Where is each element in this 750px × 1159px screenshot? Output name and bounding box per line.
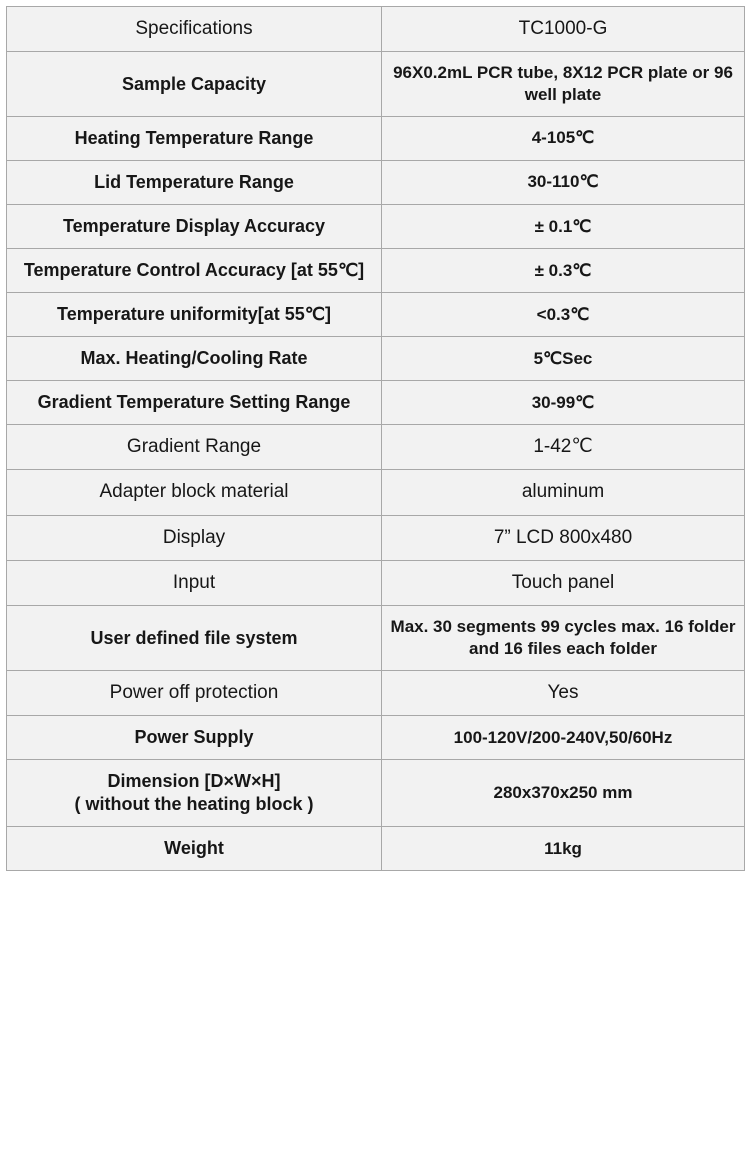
spec-value-cell: 30-99℃	[382, 381, 745, 425]
spec-label-cell: Gradient Range	[7, 425, 382, 470]
spec-label-cell: Temperature uniformity[at 55℃]	[7, 292, 382, 336]
spec-value-cell: Touch panel	[382, 560, 745, 605]
table-row	[7, 827, 745, 871]
table-row	[7, 760, 745, 827]
spec-label-cell	[7, 760, 382, 827]
spec-label-cell: Temperature Control Accuracy [at 55℃]	[7, 248, 382, 292]
spec-value-cell: 11kg	[382, 827, 745, 871]
table-row	[7, 336, 745, 380]
spec-label-cell: Display	[7, 515, 382, 560]
spec-value-cell: TC1000-G	[382, 7, 745, 52]
table-row	[7, 248, 745, 292]
spec-label-cell: Heating Temperature Range	[7, 116, 382, 160]
spec-label-cell: Sample Capacity	[7, 52, 382, 117]
table-row	[7, 716, 745, 760]
spec-label-cell: Input	[7, 560, 382, 605]
spec-value-cell: 96X0.2mL PCR tube, 8X12 PCR plate or 96 well plate	[382, 52, 745, 117]
spec-text-line: Dimension [D×W×H]	[107, 771, 281, 792]
spec-value-cell: 280x370x250 mm	[382, 760, 745, 827]
spec-label-cell: Power Supply	[7, 716, 382, 760]
table-row	[7, 204, 745, 248]
spec-value-cell: aluminum	[382, 470, 745, 515]
specifications-table-body	[7, 7, 745, 871]
table-row	[7, 515, 745, 560]
spec-label-cell: Gradient Temperature Setting Range	[7, 381, 382, 425]
table-row	[7, 116, 745, 160]
spec-value-cell: 100-120V/200-240V,50/60Hz	[382, 716, 745, 760]
spec-label-cell: Specifications	[7, 7, 382, 52]
spec-value-cell: ± 0.1℃	[382, 204, 745, 248]
table-row	[7, 670, 745, 715]
spec-label-cell: Max. Heating/Cooling Rate	[7, 336, 382, 380]
table-row	[7, 7, 745, 52]
spec-value-cell: 4-105℃	[382, 116, 745, 160]
spec-label-cell: Lid Temperature Range	[7, 160, 382, 204]
spec-label-cell: Adapter block material	[7, 470, 382, 515]
spec-label-cell: Power off protection	[7, 670, 382, 715]
spec-label-cell: User defined file system	[7, 606, 382, 671]
table-row	[7, 52, 745, 117]
specifications-table	[6, 6, 745, 871]
spec-value-cell: Yes	[382, 670, 745, 715]
table-row	[7, 560, 745, 605]
spec-value-cell: ± 0.3℃	[382, 248, 745, 292]
table-row	[7, 381, 745, 425]
spec-value-cell: 1-42℃	[382, 425, 745, 470]
table-row	[7, 606, 745, 671]
spec-value-cell: Max. 30 segments 99 cycles max. 16 folder and 16 files each folder	[382, 606, 745, 671]
table-row	[7, 292, 745, 336]
spec-text-line: ( without the heating block )	[74, 794, 314, 815]
spec-value-cell: <0.3℃	[382, 292, 745, 336]
table-row	[7, 425, 745, 470]
spec-value-cell: 5℃Sec	[382, 336, 745, 380]
spec-label-cell: Weight	[7, 827, 382, 871]
table-row	[7, 160, 745, 204]
spec-value-cell: 30-110℃	[382, 160, 745, 204]
spec-label-cell: Temperature Display Accuracy	[7, 204, 382, 248]
spec-value-cell: 7” LCD 800x480	[382, 515, 745, 560]
table-row	[7, 470, 745, 515]
